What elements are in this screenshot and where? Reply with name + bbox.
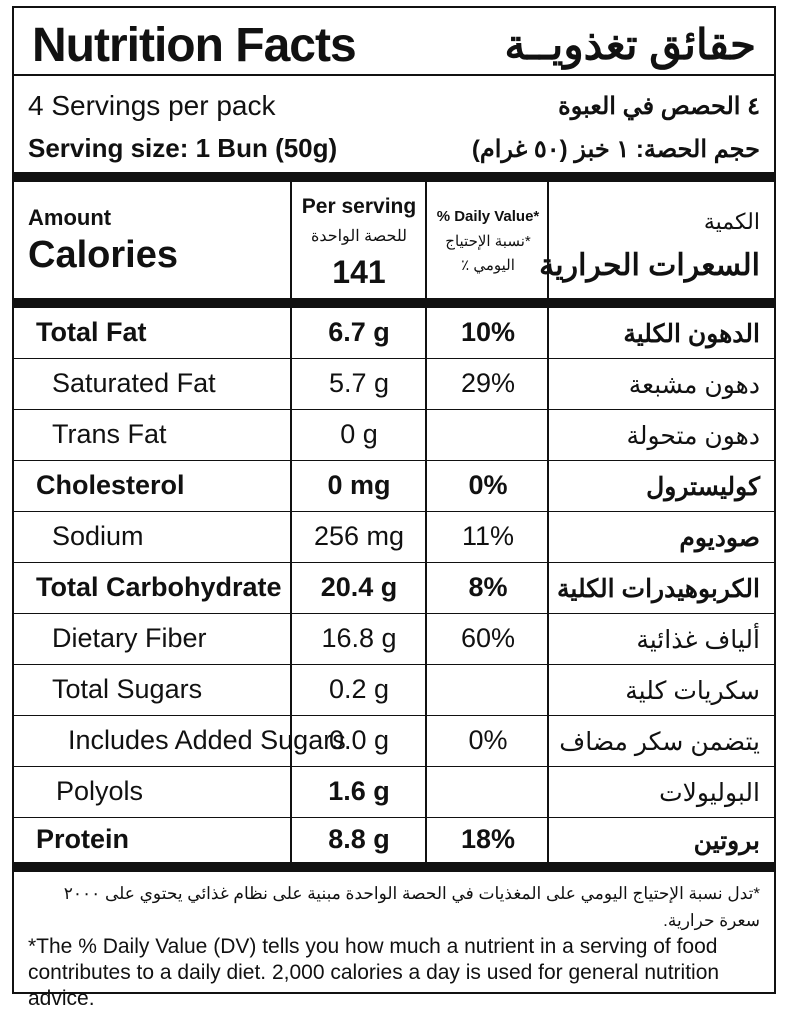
nutrient-dv: 10%: [460, 317, 516, 347]
nutrient-name: Total Fat: [36, 317, 147, 347]
nutrient-row-added-sugars: [14, 716, 774, 767]
nutrient-name-ar: بروتين: [693, 827, 760, 855]
nutrient-name: Total Sugars: [52, 674, 203, 704]
nutrient-name: Cholesterol: [36, 470, 185, 500]
nutrient-name-ar: سكريات كلية: [625, 677, 760, 705]
title-en: Nutrition Facts: [32, 19, 356, 72]
nutrient-row-trans-fat: [14, 410, 774, 461]
nutrient-value: 0.2 g: [328, 674, 390, 704]
title-rule: [14, 74, 774, 76]
nutrient-name-ar: ألياف غذائية: [636, 626, 760, 654]
nutrient-dv: 8%: [468, 572, 508, 602]
nutrient-row-saturated-fat: [14, 359, 774, 410]
nutrient-dv: 11%: [461, 521, 515, 551]
nutrient-value: 0 g: [340, 419, 378, 449]
nutrient-name-ar: البوليولات: [659, 779, 760, 807]
nutrient-value: 5.7 g: [328, 368, 390, 398]
title-ar: حقائق تغذويــة: [504, 21, 756, 68]
nutrient-row-cholesterol: [14, 461, 774, 512]
nutrient-row-total-fat: [14, 308, 774, 359]
calories-label-en: Calories: [28, 234, 178, 276]
nutrient-dv: 0%: [468, 725, 508, 755]
nutrient-value: 8.8 g: [328, 824, 390, 854]
nutrient-name-ar: صوديوم: [679, 524, 760, 552]
nutrient-value: 16.8 g: [321, 623, 397, 653]
nutrient-name: Saturated Fat: [52, 368, 216, 398]
nutrient-dv: 29%: [460, 368, 516, 398]
nutrient-name-ar: كوليسترول: [646, 473, 760, 501]
serving-size-en: Serving size: 1 Bun (50g): [28, 133, 338, 163]
nutrient-name: Polyols: [56, 776, 144, 806]
nutrient-row-protein: [14, 818, 774, 862]
nutrient-name-ar: الكربوهيدرات الكلية: [557, 575, 760, 603]
daily-value-en: % Daily Value*: [436, 208, 540, 225]
nutrient-name-ar: دهون متحولة: [626, 422, 760, 450]
nutrient-name: Sodium: [52, 521, 144, 551]
servings-en: 4 Servings per pack: [28, 90, 276, 121]
nutrient-dv: 0%: [468, 470, 508, 500]
nutrient-value: 1.6 g: [328, 776, 390, 806]
nutrient-name: Dietary Fiber: [52, 623, 207, 653]
amount-label-ar: الكمية: [703, 209, 760, 234]
nutrient-name-ar: يتضمن سكر مضاف: [559, 728, 760, 756]
nutrient-value: 0.0 g: [328, 725, 390, 755]
thick-rule-calories: [14, 298, 774, 308]
nutrient-name: Trans Fat: [52, 419, 167, 449]
nutrient-value: 0 mg: [327, 470, 391, 500]
serving-size-ar: حجم الحصة: ١ خبز (٥٠ غرام): [471, 136, 760, 163]
per-serving-ar: للحصة الواحدة: [310, 228, 408, 245]
calories-label-ar: السعرات الحرارية: [539, 249, 760, 282]
per-serving-en: Per serving: [301, 195, 417, 218]
footnote-ar: *تدل نسبة الإحتياج اليومي على المغذيات في الحصة الواحدة مبنية على نظام غذائي يحتوي على ٢٠٠٠ سعرة حرارية.: [63, 884, 760, 930]
nutrient-dv: 18%: [460, 824, 516, 854]
amount-label-en: Amount: [28, 205, 112, 230]
nutrient-dv: 60%: [460, 623, 516, 653]
servings-ar: ٤ الحصص في العبوة: [558, 93, 760, 120]
nutrient-value: 6.7 g: [328, 317, 390, 347]
nutrient-name: Total Carbohydrate: [36, 572, 282, 602]
footnote-en: *The % Daily Value (DV) tells you how much a nutrient in a serving of food contributes to a daily diet. 2,000 calories a day is used for general nutrition advice.: [28, 935, 720, 1010]
nutrient-row-polyols: [14, 767, 774, 818]
nutrient-row-total-sugars: [14, 665, 774, 716]
nutrient-row-dietary-fiber: [14, 614, 774, 665]
thick-rule-bottom: [14, 862, 774, 872]
nutrient-row-total-carbohydrate: [14, 563, 774, 614]
nutrient-value: 20.4 g: [320, 572, 398, 602]
nutrient-row-sodium: [14, 512, 774, 563]
nutrient-name-ar: دهون مشبعة: [628, 371, 760, 399]
daily-value-ar-line1: *نسبة الإحتياج: [445, 233, 531, 250]
daily-value-ar-line2: اليومي ٪: [461, 257, 515, 274]
calories-value: 141: [332, 254, 386, 290]
nutrient-name: Includes Added Sugars: [68, 725, 346, 755]
nutrient-name: Protein: [36, 824, 130, 854]
thick-rule-top: [14, 172, 774, 182]
nutrient-value: 256 mg: [313, 521, 405, 551]
nutrition-label: [12, 6, 776, 1010]
nutrient-name-ar: الدهون الكلية: [623, 320, 760, 348]
